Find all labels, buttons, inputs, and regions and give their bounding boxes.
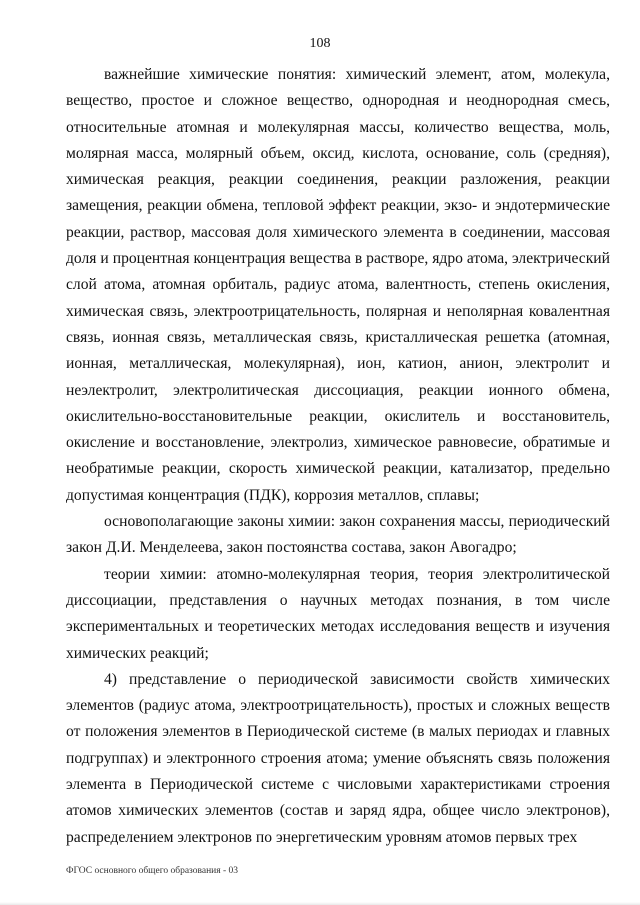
page-footer: ФГОС основного общего образования - 03	[66, 866, 239, 876]
page-number: 108	[309, 36, 331, 51]
body-text	[66, 62, 610, 851]
paragraph-periodic-dependence: 4) представление о периодической зависимости свойств химических элементов (радиус атома, электроотрицательность), простых и сложных веществ от положения элементов в Периодической системе (в малых периодах и главных подгруппах) и электронного строения атома; умение объяснять связь положения элемента в Периодической системе с числовыми характеристиками строения атомов химических элементов (состав и заряд ядра, общее число электронов), распределением электронов по энергетическим уровням атомов первых трех	[66, 670, 610, 846]
paragraph-chemistry-theories: теории химии: атомно-молекулярная теория, теория электролитической диссоциации, представления о научных методах познания, в том числе экспериментальных и теоретических методах исследования веществ и изучения химических реакций;	[66, 565, 610, 662]
paragraph-chemistry-laws: основополагающие законы химии: закон сохранения массы, периодический закон Д.И. Менделеева, закон постоянства состава, закон Авогадро;	[66, 513, 610, 557]
paragraph-chemical-concepts: важнейшие химические понятия: химический элемент, атом, молекула, вещество, простое и сложное вещество, однородная и неоднородная смесь, относительные атомная и молекулярная массы, количество вещества, моль, молярная масса, молярный объем, оксид, кислота, основание, соль (средняя), химическая реакция, реакции соединения, реакции разложения, реакции замещения, реакции обмена, тепловой эффект реакции, экзо- и эндотермические реакции, раствор, массовая доля химического элемента в соединении, массовая доля и процентная концентрация вещества в растворе, ядро атома, электрический слой атома, атомная орбиталь, радиус атома, валентность, степень окисления, химическая связь, электроотрицательность, полярная и неполярная ковалентная связь, ионная связь, металлическая связь, кристаллическая решетка (атомная, ионная, металлическая, молекулярная), ион, катион, анион, электролит и неэлектролит, электролитическая диссоциация, реакции ионного обмена, окислительно-восстановительные реакции, окислитель и восстановитель, окисление и восстановление, электролиз, химическое равновесие, обратимые и необратимые реакции, скорость химической реакции, катализатор, предельно допустимая концентрация (ПДК), коррозия металлов, сплавы;	[66, 66, 610, 504]
